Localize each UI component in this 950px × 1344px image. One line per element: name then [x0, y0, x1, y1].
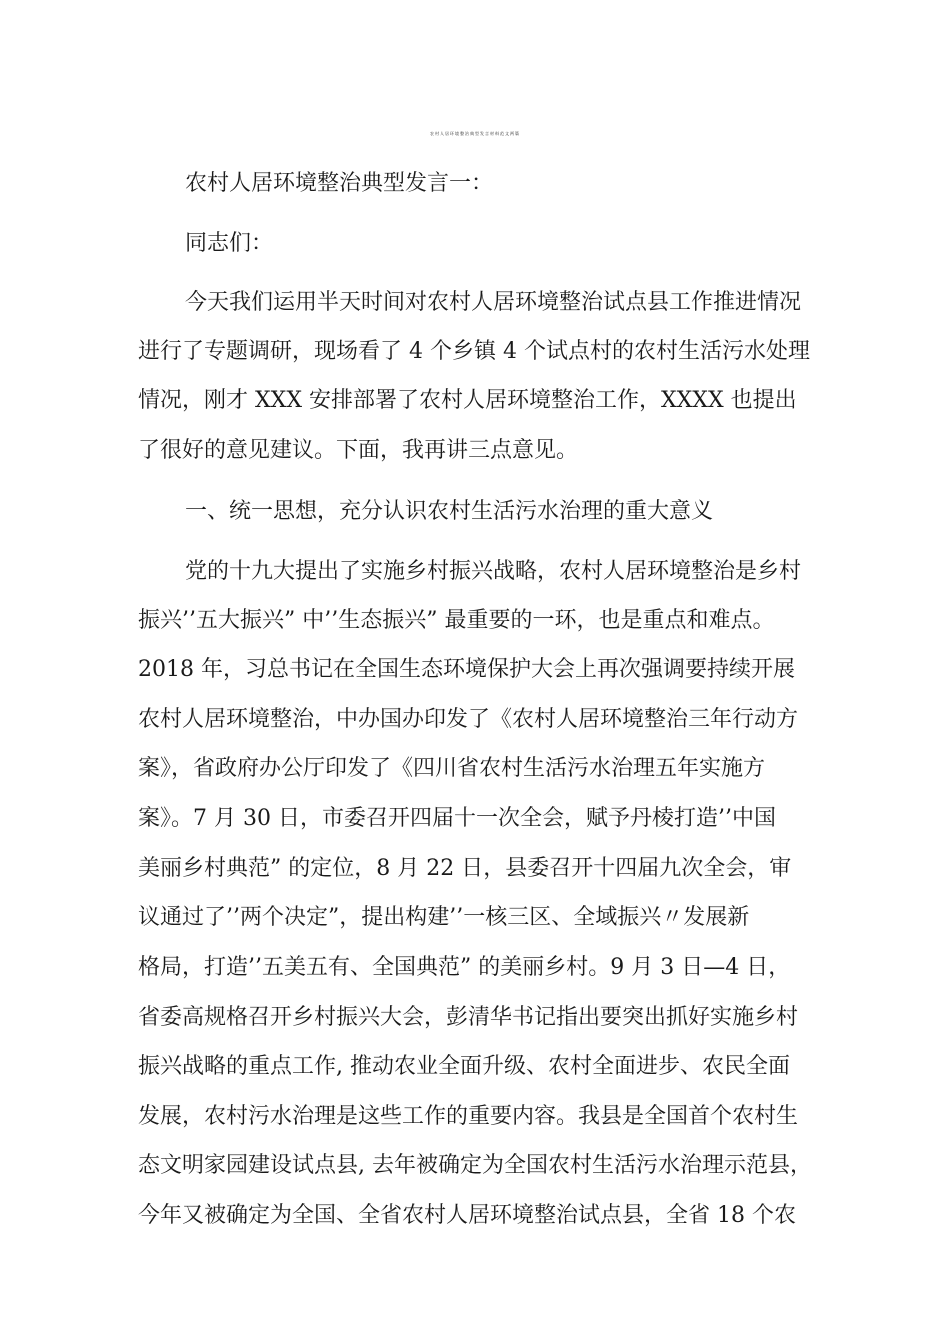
paragraph-line: 振兴战略的重点工作, 推动农业全面升级、农村全面进步、农民全面 [138, 1054, 790, 1079]
paragraph-line: 了很好的意见建议。下面，我再讲三点意见。 [138, 438, 579, 463]
paragraph-line: 案》，省政府办公厅印发了《四川省农村生活污水治理五年实施方 [138, 756, 766, 781]
paragraph-line: 进行了专题调研，现场看了 4 个乡镇 4 个试点村的农村生活污水处理 [138, 339, 810, 364]
section-subtitle: 农村人居环境整治典型发言一： [185, 171, 494, 196]
salutation: 同志们： [185, 231, 274, 256]
paragraph-line: 美丽乡村典范” 的定位，8 月 22 日，县委召开十四届九次全会，审 [138, 856, 792, 881]
paragraph-line: 2018 年，习总书记在全国生态环境保护大会上再次强调要持续开展 [138, 657, 795, 682]
document-title: 农村人居环境整治典型发言材料范文两篇 [430, 131, 520, 136]
paragraph-line: 议通过了’’两个决定”，提出构建’’一核三区、全域振兴〃发展新 [138, 905, 750, 930]
paragraph-line: 案》。7 月 30 日，市委召开四届十一次全会，赋予丹棱打造’’中国 [138, 806, 776, 831]
paragraph-line: 态文明家园建设试点县, 去年被确定为全国农村生活污水治理示范县， [138, 1153, 812, 1178]
paragraph-line: 发展，农村污水治理是这些工作的重要内容。我县是全国首个农村生 [138, 1104, 799, 1129]
paragraph-line: 今年又被确定为全国、全省农村人居环境整治试点县，全省 18 个农 [138, 1203, 796, 1228]
section-heading: 一、统一思想，充分认识农村生活污水治理的重大意义 [185, 499, 714, 524]
paragraph-line: 振兴’’五大振兴” 中’’生态振兴” 最重要的一环，也是重点和难点。 [138, 608, 775, 633]
paragraph-line: 省委高规格召开乡村振兴大会，彭清华书记指出要突出抓好实施乡村 [138, 1005, 799, 1030]
paragraph-line: 农村人居环境整治，中办国办印发了《农村人居环境整治三年行动方 [138, 707, 799, 732]
paragraph-line: 党的十九大提出了实施乡村振兴战略，农村人居环境整治是乡村 [185, 559, 802, 584]
paragraph-line: 情况，刚才 XXX 安排部署了农村人居环境整治工作，XXXX 也提出 [138, 388, 797, 413]
paragraph-line: 格局，打造’’五美五有、全国典范” 的美丽乡村。9 月 3 日—4 日， [138, 955, 791, 980]
paragraph-line: 今天我们运用半天时间对农村人居环境整治试点县工作推进情况 [185, 290, 802, 315]
